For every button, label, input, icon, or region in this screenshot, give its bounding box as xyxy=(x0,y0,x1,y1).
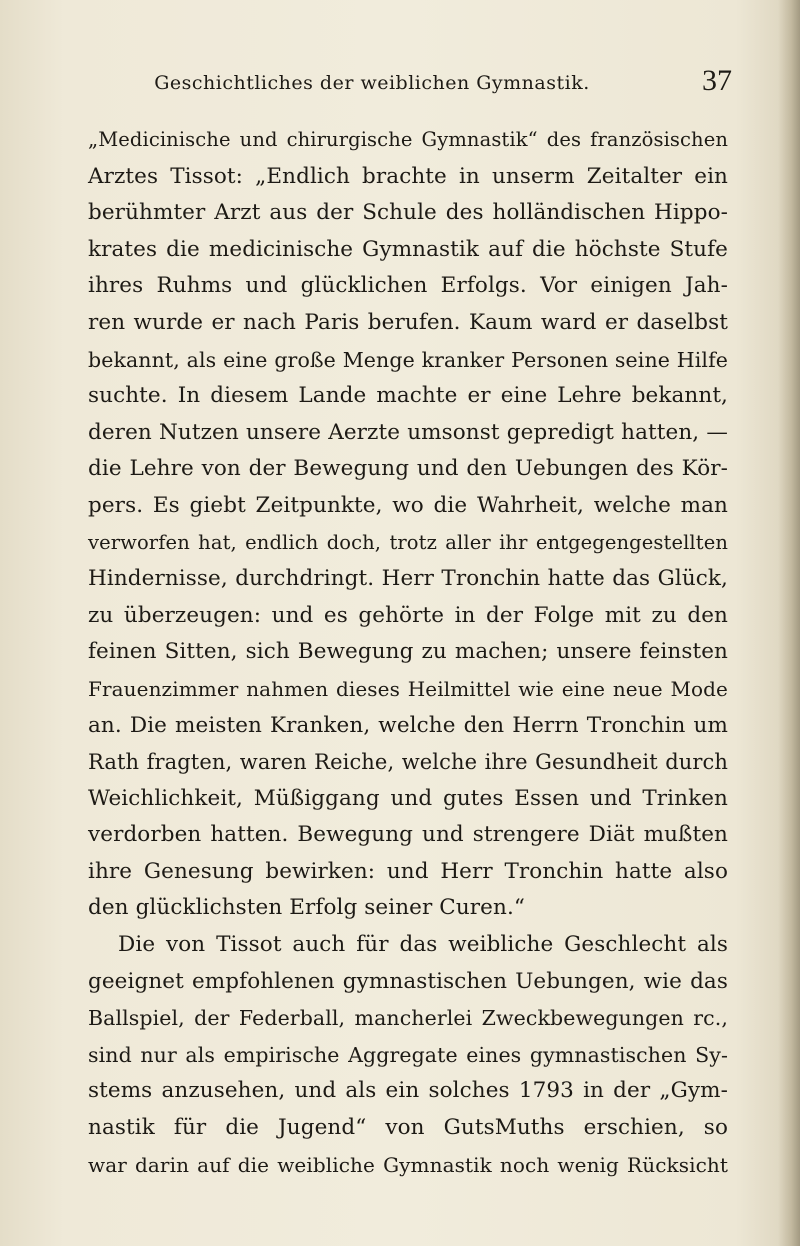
text-line: Rath fragten, waren Reiche, welche ihre Gesundheit durch xyxy=(88,750,728,775)
body-text xyxy=(88,122,728,1183)
text-line: zu überzeugen: und es gehörte in der Folge mit zu den xyxy=(88,602,728,628)
text-line: verdorben hatten. Bewegung und strengere Diät mußten xyxy=(88,822,728,848)
text-line: Die von Tissot auch für das weibliche Geschlecht als xyxy=(118,932,728,958)
text-line: „Medicinische und chirurgische Gymnastik“ des französischen xyxy=(88,128,728,151)
text-line: verworfen hat, endlich doch, trotz aller ihr entgegengestellten xyxy=(88,530,728,554)
page-number: 37 xyxy=(702,64,732,97)
text-line: geeignet empfohlenen gymnastischen Uebungen, wie das xyxy=(88,968,728,994)
text-line: die Lehre von der Bewegung und den Uebungen des Kör- xyxy=(88,456,728,482)
text-line: nastik für die Jugend“ von GutsMuths erschien, so xyxy=(88,1115,728,1141)
text-line: bekannt, als eine große Menge kranker Personen seine Hilfe xyxy=(88,347,728,372)
text-line: berühmter Arzt aus der Schule des holländischen Hippo- xyxy=(88,200,728,226)
running-head: Geschichtliches der weiblichen Gymnastik. xyxy=(154,72,590,94)
text-line: den glücklichsten Erfolg seiner Curen.“ xyxy=(88,895,525,921)
page-header xyxy=(92,64,732,104)
text-line: Arztes Tissot: „Endlich brachte in unserm Zeitalter ein xyxy=(88,163,728,189)
text-line: krates die medicinische Gymnastik auf die höchste Stufe xyxy=(88,236,728,262)
text-line: Weichlichkeit, Müßiggang und gutes Essen und Trinken xyxy=(88,785,728,811)
text-line: Ballspiel, der Federball, mancherlei Zweckbewegungen rc., xyxy=(88,1006,728,1031)
page-edge-shadow xyxy=(778,0,800,1246)
text-line: stems anzusehen, und als ein solches 1793 in der „Gym- xyxy=(88,1078,728,1104)
text-line: Hindernisse, durchdringt. Herr Tronchin hatte das Glück, xyxy=(88,566,728,592)
text-line: Frauenzimmer nahmen dieses Heilmittel wie eine neue Mode xyxy=(88,676,728,701)
text-line: deren Nutzen unsere Aerzte umsonst gepredigt hatten, — xyxy=(88,419,728,445)
text-line: pers. Es giebt Zeitpunkte, wo die Wahrheit, welche man xyxy=(88,492,728,518)
text-line: suchte. In diesem Lande machte er eine Lehre bekannt, xyxy=(88,383,728,409)
text-line: war darin auf die weibliche Gymnastik noch wenig Rücksicht xyxy=(88,1152,728,1177)
text-line: ihres Ruhms und glücklichen Erfolgs. Vor einigen Jah- xyxy=(88,273,728,299)
text-line: sind nur als empirische Aggregate eines gymnastischen Sy- xyxy=(88,1042,728,1067)
text-line: an. Die meisten Kranken, welche den Herrn Tronchin um xyxy=(88,712,728,738)
text-line: feinen Sitten, sich Bewegung zu machen; unsere feinsten xyxy=(88,639,728,665)
text-line: ihre Genesung bewirken: und Herr Tronchin hatte also xyxy=(88,858,728,884)
text-line: ren wurde er nach Paris berufen. Kaum ward er daselbst xyxy=(88,309,728,335)
